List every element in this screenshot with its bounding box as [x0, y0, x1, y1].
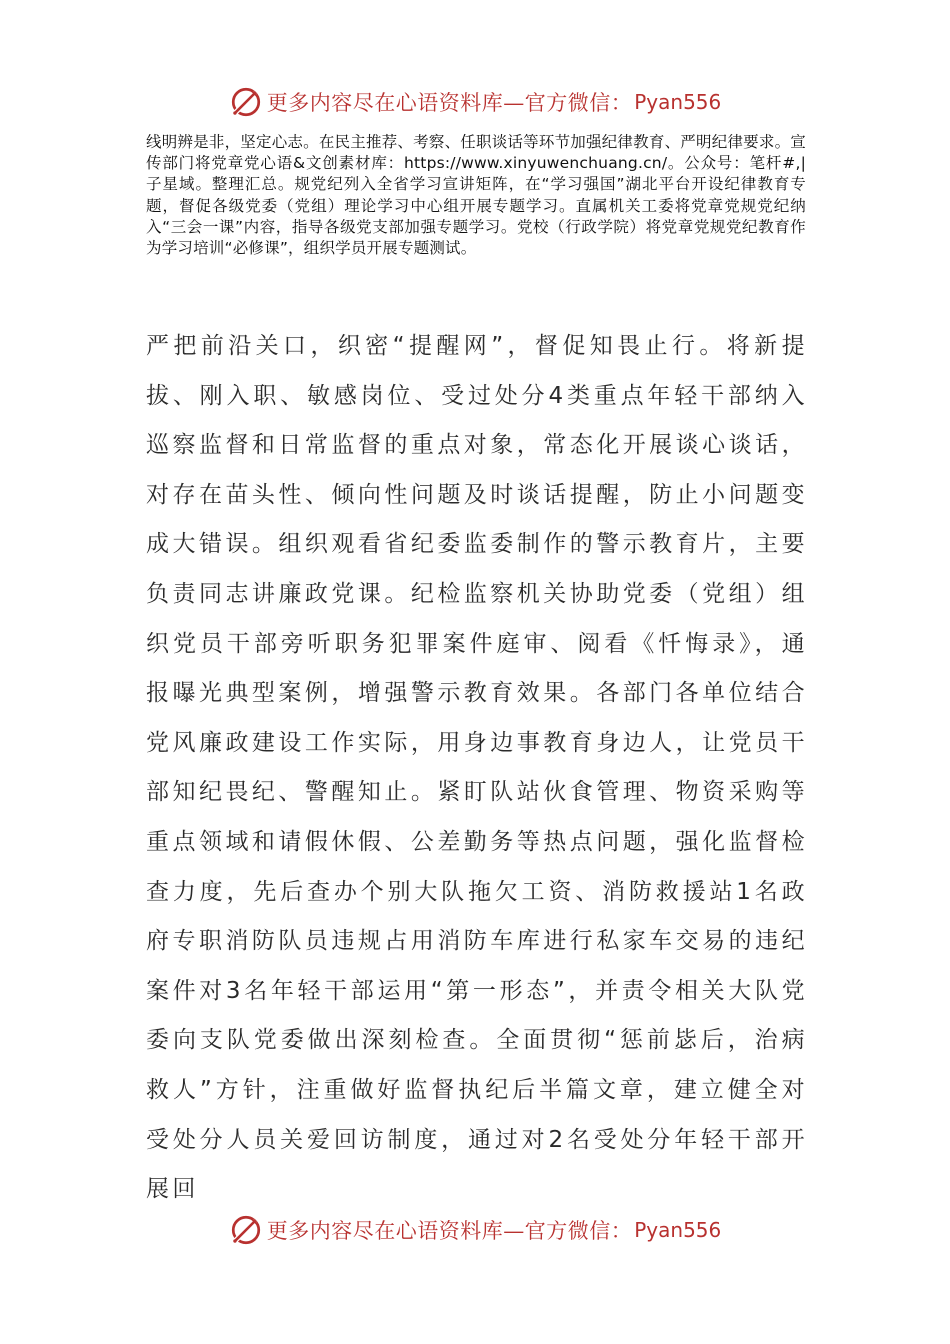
small-paragraph: 线明辨是非，坚定心志。在民主推荐、考察、任职谈话等环节加强纪律教育、严明纪律要求。宣传部门将党章党心语&文创素材库：https://www.xinyuwenchuang.cn/。公众号：笔杆#,|子星域。整理汇总。规党纪列入全省学习宣讲矩阵，在“学习强国”湖北平台开设纪律教育专题，督促各级党委（党组）理论学习中心组开展专题学习。直属机关工委将党章党规党纪纳入“三会一课”内容，指导各级党支部加强专题学习。党校（行政学院）将党章党规党纪教育作为学习培训“必修课”，组织学员开展专题测试。: [146, 133, 806, 258]
header-wechat-id: Pyan556: [634, 90, 722, 114]
footer-banner: [0, 1210, 950, 1250]
pen-logo-icon: [229, 1213, 263, 1247]
main-paragraph: 严把前沿关口，织密“提醒网”，督促知畏止行。将新提拔、刚入职、敏感岗位、受过处分4类重点年轻干部纳入巡察监督和日常监督的重点对象，常态化开展谈心谈话，对存在苗头性、倾向性问题及时谈话提醒，防止小问题变成大错误。组织观看省纪委监委制作的警示教育片，主要负责同志讲廉政党课。纪检监察机关协助党委（党组）组织党员干部旁听职务犯罪案件庭审、阅看《忏悔录》，通报曝光典型案例，增强警示教育效果。各部门各单位结合党风廉政建设工作实际，用身边事教育身边人，让党员干部知纪畏纪、警醒知止。紧盯队站伙食管理、物资采购等重点领域和请假休假、公差勤务等热点问题，强化监督检查力度，先后查办个别大队拖欠工资、消防救援站1名政府专职消防队员违规占用消防车库进行私家车交易的违纪案件对3名年轻干部运用“第一形态”，并责令相关大队党委向支队党委做出深刻检查。全面贯彻“惩前毖后，治病救人”方针，注重做好监督执纪后半篇文章，建立健全对受处分人员关爱回访制度，通过对2名受处分年轻干部开展回: [146, 333, 808, 1203]
footer-banner-text: 更多内容尽在心语资料库—官方微信：: [266, 1219, 633, 1243]
footer-wechat-id: Pyan556: [634, 1218, 722, 1242]
pen-logo-icon: [229, 85, 263, 119]
header-banner-text: 更多内容尽在心语资料库—官方微信：: [266, 91, 633, 115]
header-banner: [0, 82, 950, 122]
